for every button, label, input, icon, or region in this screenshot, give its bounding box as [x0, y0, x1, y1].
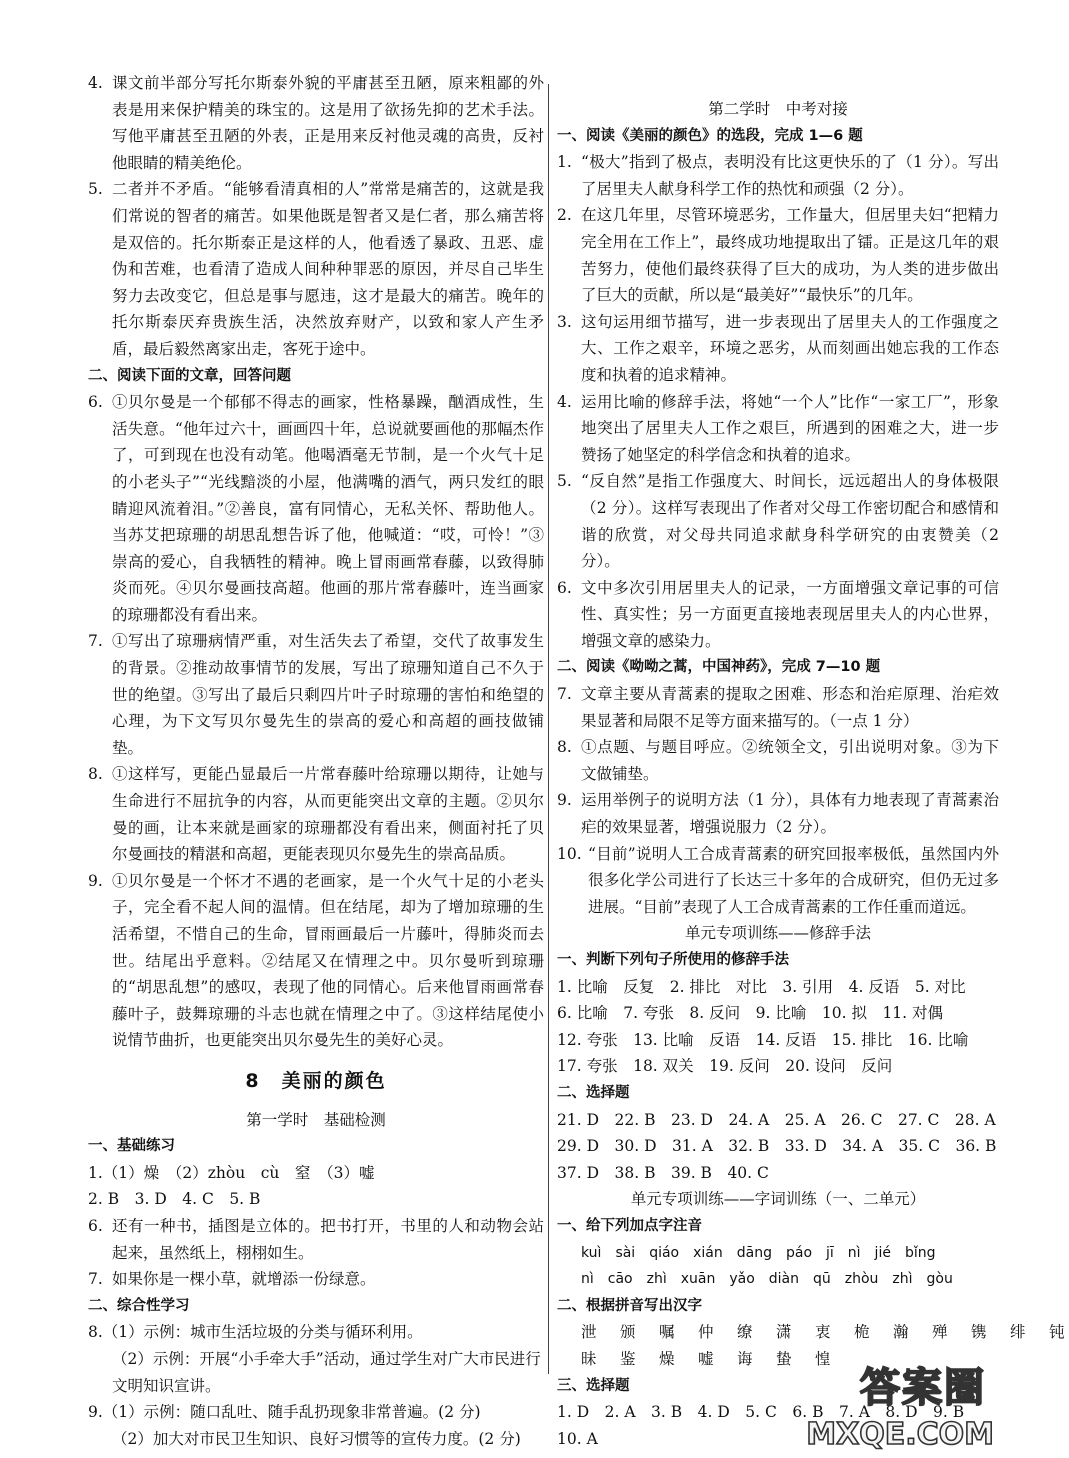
answer-item-7 [557, 681, 999, 734]
answer-line: 9.（1）示例：随口乱吐、随手乱扔现象非常普遍。(2 分) [88, 1403, 481, 1422]
item-number: 7. [88, 632, 103, 651]
right-column [557, 70, 1069, 1452]
answer-item-8 [88, 761, 544, 867]
answer-item-5 [88, 176, 544, 362]
item-number: 5. [557, 472, 572, 491]
watermark-top-text: 答案圈 [860, 1365, 986, 1411]
answer-item-6 [557, 575, 999, 655]
item-number: 6. [88, 393, 103, 412]
chapter-title: 8 美丽的颜色 [245, 1069, 387, 1092]
answer-line: 10. A [557, 1429, 598, 1448]
item-text: ①点题、与题目呼应。②统领全文，引出说明对象。③为下文做铺垫。 [581, 738, 999, 783]
item-number: 2. [557, 206, 572, 225]
answer-item-9 [88, 868, 544, 1054]
answer-item-4 [88, 70, 544, 176]
item-text: 如果你是一棵小草，就增添一份绿意。 [112, 1270, 376, 1289]
item-text: 文中多次引用居里夫人的记录，一方面增强文章记事的可信性、真实性；另一方面更直接地表现居里夫人的内心世界，增强文章的感染力。 [581, 578, 999, 650]
answer-line: （2）示例：开展“小手牵大手”活动，通过学生对广大市民进行文明知识宣讲。 [112, 1349, 541, 1395]
answer-item-7b [88, 1266, 544, 1293]
item-number: 1. [557, 153, 572, 172]
answer-item-2 [557, 202, 999, 308]
answer-item-6b [88, 1213, 544, 1266]
answer-item-7 [88, 628, 544, 761]
item-number: 9. [557, 791, 572, 810]
section-heading: 一、给下列加点字注音 [557, 1217, 702, 1234]
item-number: 10. [557, 844, 582, 863]
site-watermark-logo [806, 1356, 994, 1452]
item-text: 运用比喻的修辞手法，将她“一个人”比作“一家工厂”，形象地突出了居里夫人工作之艰巨，所遇到的困难之大，进一步赞扬了她坚定的科学信念和执着的追求。 [581, 392, 999, 464]
answer-item-1 [557, 149, 999, 202]
section-heading: 三、选择题 [557, 1377, 630, 1394]
item-text: ①这样写，更能凸显最后一片常春藤叶给琼珊以期待，让她与生命进行不屈抗争的内容，从而更能突出文章的主题。②贝尔曼的画，让本来就是画家的琼珊都没有看出来，侧面衬托了贝尔曼画技的精湛和高超，更能表现贝尔曼先生的崇高品质。 [112, 765, 544, 864]
answer-line: 21. D 22. B 23. D 24. A 25. A 26. C 27. C 28. A [557, 1110, 996, 1129]
answer-item-6 [88, 389, 544, 628]
item-text: 文章主要从青蒿素的提取之困难、形态和治疟原理、治疟效果显著和局限不足等方面来描写的。（一点 1 分） [581, 685, 999, 730]
unit-training-title: 单元专项训练——字词训练（一、二单元） [630, 1190, 926, 1209]
answer-item-8 [557, 734, 999, 787]
item-number: 5. [88, 180, 103, 199]
item-number: 7. [88, 1270, 103, 1289]
answer-line: 6. 比喻 7. 夸张 8. 反问 9. 比喻 10. 拟 11. 对偶 [557, 1004, 944, 1023]
item-number: 7. [557, 685, 572, 704]
column-divider [548, 84, 549, 1374]
answer-line: 2. B 3. D 4. C 5. B [88, 1190, 261, 1209]
section-heading: 二、阅读下面的文章，回答问题 [88, 367, 291, 384]
pinyin-line: nì cāo zhì xuān yǎo diàn qū zhòu zhì gòu [581, 1271, 953, 1288]
item-text: 在这几年里，尽管环境恶劣，工作量大，但居里夫妇“把精力完全用在工作上”，最终成功地提取出了镭。正是这几年的艰苦努力，使他们最终获得了巨大的成功，为人类的进步做出了巨大的贡献，所以是“最美好”“最快乐”的几年。 [581, 206, 999, 305]
item-text: ①贝尔曼是一个怀才不遇的老画家，是一个火气十足的小老头子，完全看不起人间的温情。但在结尾，却为了增加琼珊的生活希望，不惜自己的生命，冒雨画最后一片藤叶，得肺炎而去世。结尾出乎意料。②结尾又在情理之中。贝尔曼听到琼珊的“胡思乱想”的感叹，表现了他的同情心。后来他冒雨画常春藤叶子，鼓舞琼珊的斗志也就在情理之中了。③这样结尾使小说情节曲折，也更能突出贝尔曼先生的美好心灵。 [112, 871, 544, 1050]
answer-line: 17. 夸张 18. 双关 19. 反问 20. 设问 反问 [557, 1057, 893, 1076]
answer-line: （2）加大对市民卫生知识、良好习惯等的宣传力度。(2 分) [112, 1429, 521, 1448]
lesson-subtitle: 第一学时 基础检测 [246, 1110, 386, 1129]
left-column [88, 70, 544, 1452]
item-number: 9. [88, 871, 103, 890]
item-text: 运用举例子的说明方法（1 分），具体有力地表现了青蒿素治疟的效果显著，增强说服力（2 分）。 [581, 791, 999, 837]
answer-line: 1.（1）燥 （2）zhòu cù 窒 （3）嘘 [88, 1163, 375, 1182]
item-number: 6. [557, 578, 572, 597]
watermark-bottom-text: MXQE.COM [806, 1417, 994, 1452]
answer-line: 1. D 2. A 3. B 4. D 5. C 6. B 7. A 8. D 9. B [557, 1403, 965, 1422]
section-heading: 一、判断下列句子所使用的修辞手法 [557, 952, 789, 968]
item-text: “目前”说明人工合成青蒿素的研究回报率极低，虽然国内外很多化学公司进行了长达三十多年的合成研究，但仍无过多进展。“目前”表现了人工合成青蒿素的工作任重而道远。 [588, 844, 999, 916]
item-text: 还有一种书，插图是立体的。把书打开，书里的人和动物会站起来，虽然纸上，栩栩如生。 [112, 1216, 544, 1262]
item-text: ①写出了琼珊病情严重，对生活失去了希望，交代了故事发生的背景。②推动故事情节的发展，写出了琼珊知道自己不久于世的绝望。③写出了最后只剩四片叶子时琼珊的害怕和绝望的心理，为下文写贝尔曼先生的崇高的爱心和高超的画技做铺垫。 [112, 632, 544, 757]
lesson-subtitle: 第二学时 中考对接 [708, 100, 848, 118]
section-heading: 二、根据拼音写出汉字 [557, 1297, 702, 1314]
answer-line: 1. 比喻 反复 2. 排比 对比 3. 引用 4. 反语 5. 对比 [557, 977, 966, 996]
item-number: 4. [557, 392, 572, 411]
section-heading: 二、阅读《呦呦之蒿，中国神药》，完成 7—10 题 [557, 659, 881, 676]
item-text: “极大”指到了极点，表明没有比这更快乐的了（1 分）。写出了居里夫人献身科学工作的热忱和顽强（2 分）。 [581, 153, 999, 198]
unit-training-title: 单元专项训练——修辞手法 [684, 924, 871, 943]
item-text: 这句运用细节描写，进一步表现出了居里夫人的工作强度之大、工作之艰辛，环境之恶劣，从而刻画出她忘我的工作态度和执着的追求精神。 [581, 312, 999, 384]
item-text: ①贝尔曼是一个郁郁不得志的画家，性格暴躁，酗酒成性，生活失意。“他年过六十，画画四十年，总说就要画他的那幅杰作了，可到现在也没有动笔。他喝酒毫无节制，是一个火气十足的小老头子”“光线黯淡的小屋，他满嘴的酒气，两只发红的眼睛迎风流着泪。”②善良，富有同情心，无私关怀、帮助他人。当苏艾把琼珊的胡思乱想告诉了他，他喊道：“哎，可怜！”③崇高的爱心，自我牺牲的精神。晚上冒雨画常春藤，以致得肺炎而死。④贝尔曼画技高超。他画的那片常春藤叶，连当画家的琼珊都没有看出来。 [112, 393, 544, 624]
item-number: 3. [557, 312, 572, 331]
item-number: 4. [88, 74, 103, 92]
item-number: 8. [88, 765, 103, 784]
item-number: 6. [88, 1216, 103, 1235]
item-number: 8. [557, 738, 572, 757]
answer-line: 29. D 30. D 31. A 32. B 33. D 34. A 35. C 36. B [557, 1137, 997, 1156]
answer-item-5 [557, 468, 999, 574]
answer-item-10 [557, 841, 999, 921]
section-heading: 二、综合性学习 [88, 1297, 190, 1314]
item-text: “反自然”是指工作强度大、时间长，远远超出人的身体极限（2 分）。这样写表现出了作者对父母工作密切配合和感情和谐的欣赏，对父母共同追求献身科学研究的由衷赞美（2 分）。 [581, 472, 999, 571]
hanzi-line: 泄 颁 嘱 仲 缭 潇 衷 桅 瀚 殚 镌 绯 钝 [581, 1323, 1069, 1342]
hanzi-line: 昧 鉴 燥 嘘 诲 蛰 惶 [581, 1349, 835, 1368]
section-heading: 一、阅读《美丽的颜色》的选段，完成 1—6 题 [557, 127, 863, 144]
answer-line: 8.（1）示例：城市生活垃圾的分类与循环利用。 [88, 1323, 423, 1342]
section-heading: 二、选择题 [557, 1084, 630, 1101]
answer-item-9 [557, 787, 999, 840]
item-text: 二者并不矛盾。“能够看清真相的人”常常是痛苦的，这就是我们常说的智者的痛苦。如果他既是智者又是仁者，那么痛苦将是双倍的。托尔斯泰正是这样的人，他看透了暴政、丑恶、虚伪和苦难，也看清了造成人间种种罪恶的原因，并尽自己毕生努力去改变它，但总是事与愿违，这才是最大的痛苦。晚年的托尔斯泰厌弃贵族生活，决然放弃财产，以致和家人产生矛盾，最后毅然离家出走，客死于途中。 [112, 180, 544, 358]
answer-item-4 [557, 389, 999, 469]
answer-item-3 [557, 309, 999, 389]
pinyin-line: kuì sài qiáo xián dāng páo jī nì jié bǐng [581, 1244, 936, 1261]
answer-line: 12. 夸张 13. 比喻 反语 14. 反语 15. 排比 16. 比喻 [557, 1030, 969, 1049]
item-text: 课文前半部分写托尔斯泰外貌的平庸甚至丑陋，原来粗鄙的外表是用来保护精美的珠宝的。这是用了欲扬先抑的艺术手法。写他平庸甚至丑陋的外表，正是用来反衬他灵魂的高贵，反衬他眼睛的精美绝伦。 [112, 74, 544, 172]
answer-line: 37. D 38. B 39. B 40. C [557, 1163, 769, 1182]
section-heading: 一、基础练习 [88, 1138, 175, 1155]
